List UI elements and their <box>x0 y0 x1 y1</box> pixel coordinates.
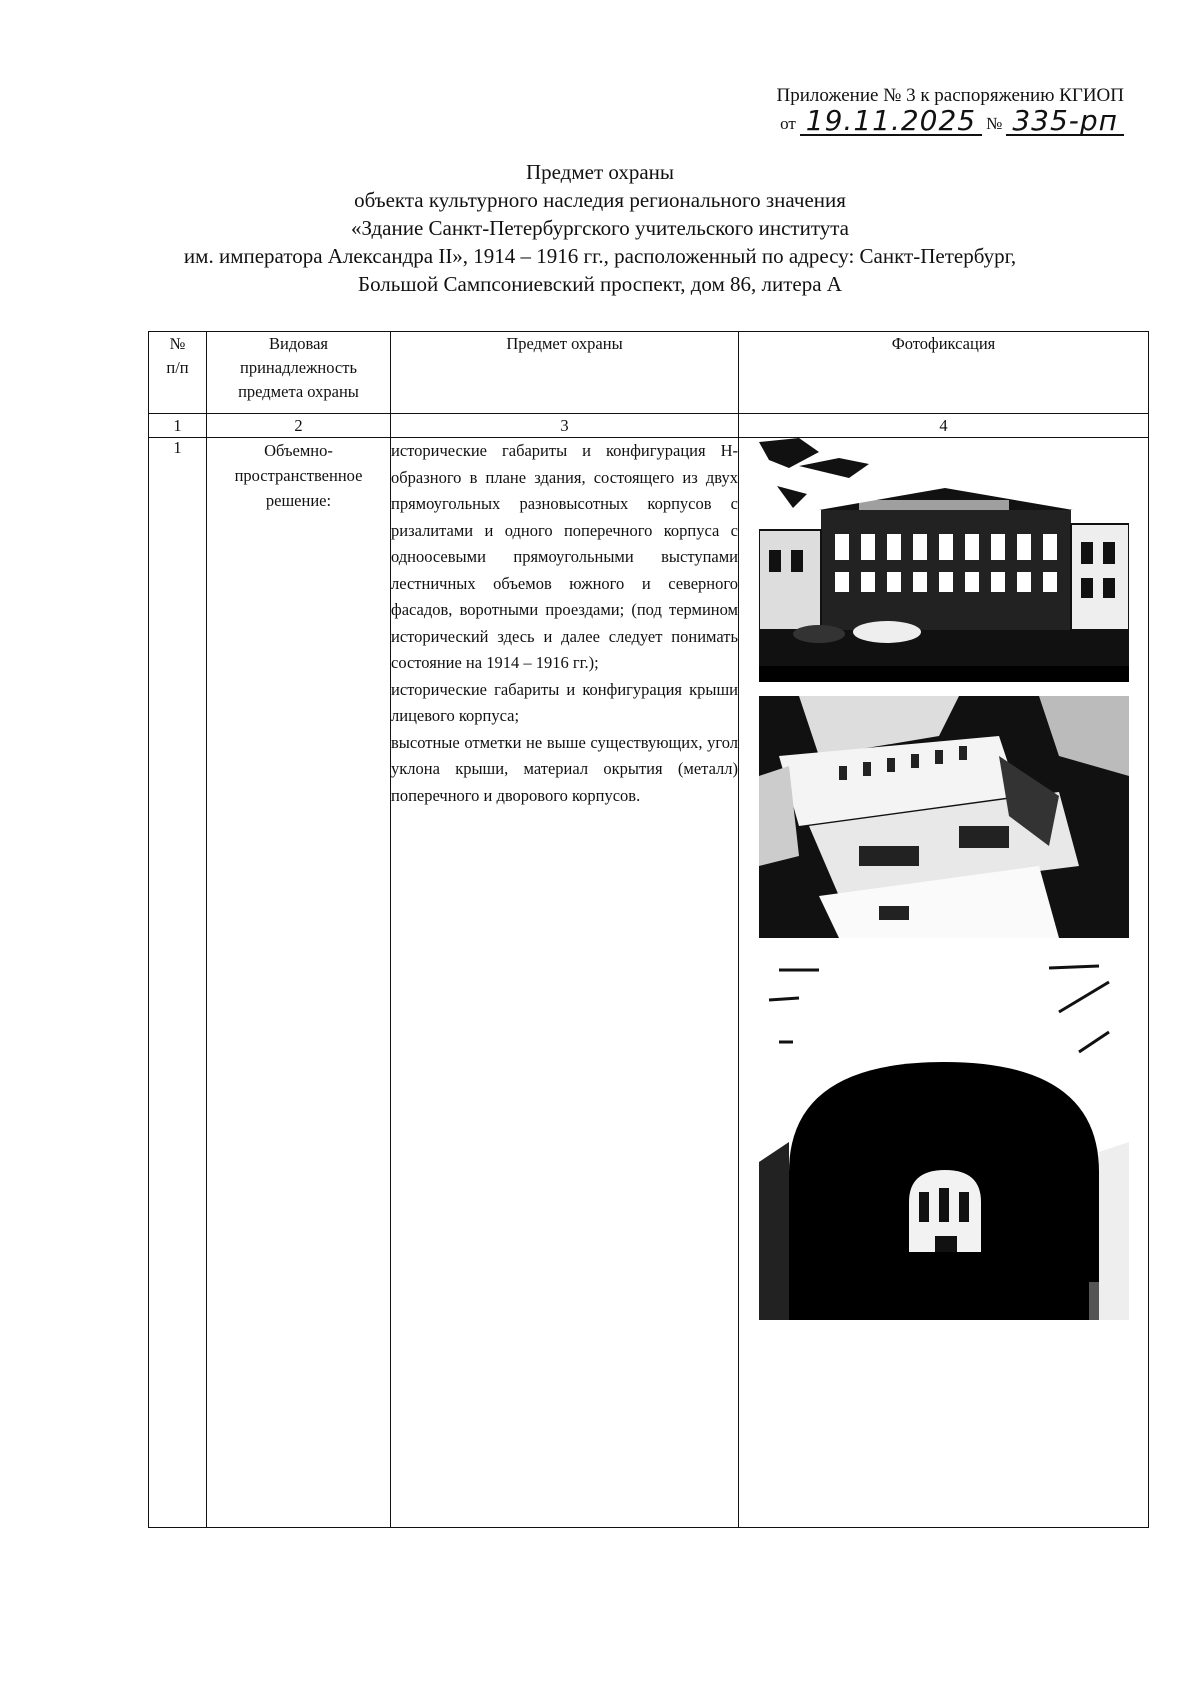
table-row <box>149 438 1149 1528</box>
subject-paragraph: исторические габариты и конфигурация крыши лицевого корпуса; <box>391 679 738 725</box>
column-number: 4 <box>739 414 1149 438</box>
column-number: 3 <box>391 414 739 438</box>
column-number: 1 <box>149 414 207 438</box>
order-reference <box>780 104 1124 137</box>
header-photo: Фотофиксация <box>739 332 1149 414</box>
appendix-header <box>776 84 1124 136</box>
title-line-4: им. императора Александра II», 1914 – 1916 гг., расположенный по адресу: Санкт-Петербург, <box>183 244 1017 268</box>
protection-subject-table <box>148 331 1149 1528</box>
document-title <box>0 158 1200 298</box>
facade-photo <box>759 438 1129 682</box>
title-line-2: объекта культурного наследия регионального значения <box>354 188 846 212</box>
from-label: от <box>780 114 796 133</box>
header-type: Видовая принадлежность предмета охраны <box>207 332 391 414</box>
title-line-1: Предмет охраны <box>525 160 675 184</box>
order-number: 335-рп <box>1006 108 1124 136</box>
title-line-3: «Здание Санкт-Петербургского учительского института <box>350 216 849 240</box>
row-subject <box>391 438 739 1528</box>
title-line-5: Большой Сампсониевский проспект, дом 86, литера А <box>358 272 842 296</box>
subject-paragraph: высотные отметки не выше существующих, угол уклона крыши, материал окрытия (металл) поперечного и дворового корпусов. <box>391 732 738 805</box>
subject-paragraph: исторические габариты и конфигурация Н-образного в плане здания, состоящего из двух прямоугольных разновысотных корпусов с ризалитами и одного поперечного корпуса с одноосевыми прямоугольными выступами лестничных объемов южного и северного фасадов, воротными проездами; (под термином исторический здесь и далее следует понимать состояние на 1914 – 1916 гг.); <box>391 441 738 672</box>
header-subject: Предмет охраны <box>391 332 739 414</box>
archway-photo <box>759 952 1129 1320</box>
header-number: № п/п <box>149 332 207 414</box>
appendix-title: Приложение № 3 к распоряжению КГИОП <box>776 85 1124 106</box>
aerial-photo <box>759 696 1129 938</box>
order-date: 19.11.2025 <box>800 108 982 136</box>
column-number: 2 <box>207 414 391 438</box>
row-number: 1 <box>149 438 207 1528</box>
number-label: № <box>986 114 1003 133</box>
table-header-row <box>149 332 1149 414</box>
column-number-row <box>149 414 1149 438</box>
row-type: Объемно- пространственное решение: <box>207 438 391 1528</box>
row-photos <box>739 438 1149 1528</box>
